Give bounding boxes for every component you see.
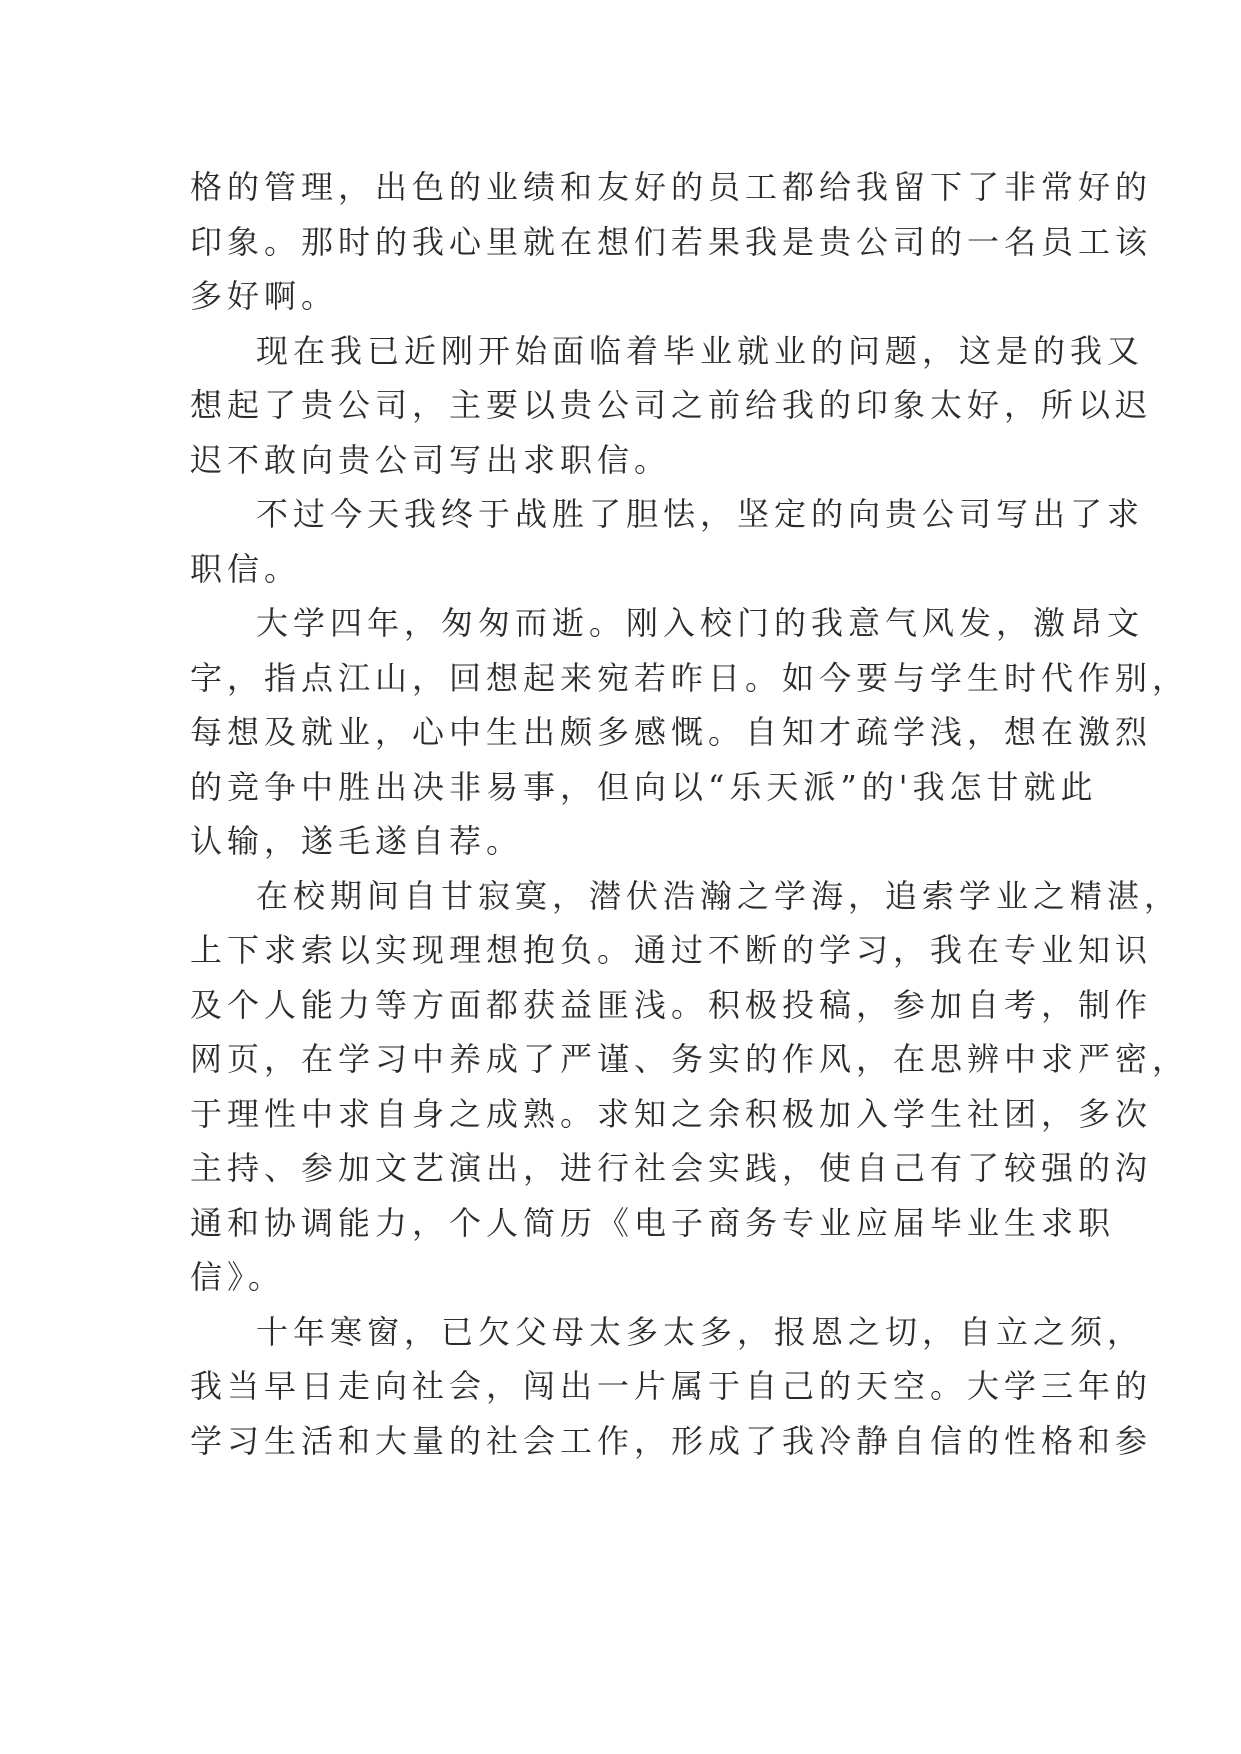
text-line: 信》。 <box>190 1258 286 1296</box>
text-line: 于理性中求自身之成熟。求知之余积极加入学生社团，多次 <box>190 1094 1153 1133</box>
text-line: 想起了贵公司，主要以贵公司之前给我的印象太好，所以迟 <box>190 386 1153 424</box>
text-line: 字，指点江山，回想起来宛若昨日。如今要与学生时代作别， <box>190 658 1190 697</box>
text-line: 网页，在学习中养成了严谨、务实的作风，在思辨中求严密， <box>190 1040 1190 1078</box>
paragraph <box>190 160 1153 324</box>
text-line: 我当早日走向社会，闯出一片属于自己的天空。大学三年的 <box>190 1367 1153 1405</box>
text-line: 主持、参加文艺演出，进行社会实践，使自己有了较强的沟 <box>190 1149 1153 1187</box>
text-line: 多好啊。 <box>190 277 339 315</box>
text-line: 及个人能力等方面都获益匪浅。积极投稿，参加自考，制作 <box>190 985 1153 1024</box>
text-line: 的竞争中胜出决非易事，但向以“乐天派”的'我怎甘就此 <box>190 767 1098 806</box>
paragraph <box>190 487 1145 596</box>
text-line: 每想及就业，心中生出颇多感慨。自知才疏学浅，想在激烈 <box>190 713 1153 751</box>
document-body <box>190 160 1190 1468</box>
text-line: 职信。 <box>190 549 302 588</box>
text-line: 十年寒窗，已欠父母太多太多，报恩之切，自立之须， <box>256 1312 1145 1351</box>
paragraph <box>190 596 1190 869</box>
text-line: 迟不敢向贵公司写出求职信。 <box>190 440 672 479</box>
text-line: 格的管理，出色的业绩和友好的员工都给我留下了非常好的 <box>190 168 1153 206</box>
text-line: 现在我已近刚开始面临着毕业就业的问题，这是的我又 <box>256 331 1145 370</box>
text-line: 在校期间自甘寂寞，潜伏浩瀚之学海，追索学业之精湛， <box>256 876 1182 915</box>
text-line: 大学四年，匆匆而逝。刚入校门的我意气风发，激昂文 <box>256 604 1145 642</box>
text-line: 学习生活和大量的社会工作，形成了我冷静自信的性格和参 <box>190 1421 1153 1460</box>
paragraph <box>190 324 1153 488</box>
text-line: 不过今天我终于战胜了胆怯，坚定的向贵公司写出了求 <box>256 495 1145 533</box>
paragraph <box>190 869 1190 1305</box>
paragraph <box>190 1305 1153 1469</box>
text-line: 印象。那时的我心里就在想们若果我是贵公司的一名员工该 <box>190 222 1153 261</box>
text-line: 通和协调能力，个人简历《电子商务专业应届毕业生求职 <box>190 1203 1116 1242</box>
text-line: 认输，遂毛遂自荐。 <box>190 822 524 860</box>
text-line: 上下求索以实现理想抱负。通过不断的学习，我在专业知识 <box>190 931 1153 969</box>
